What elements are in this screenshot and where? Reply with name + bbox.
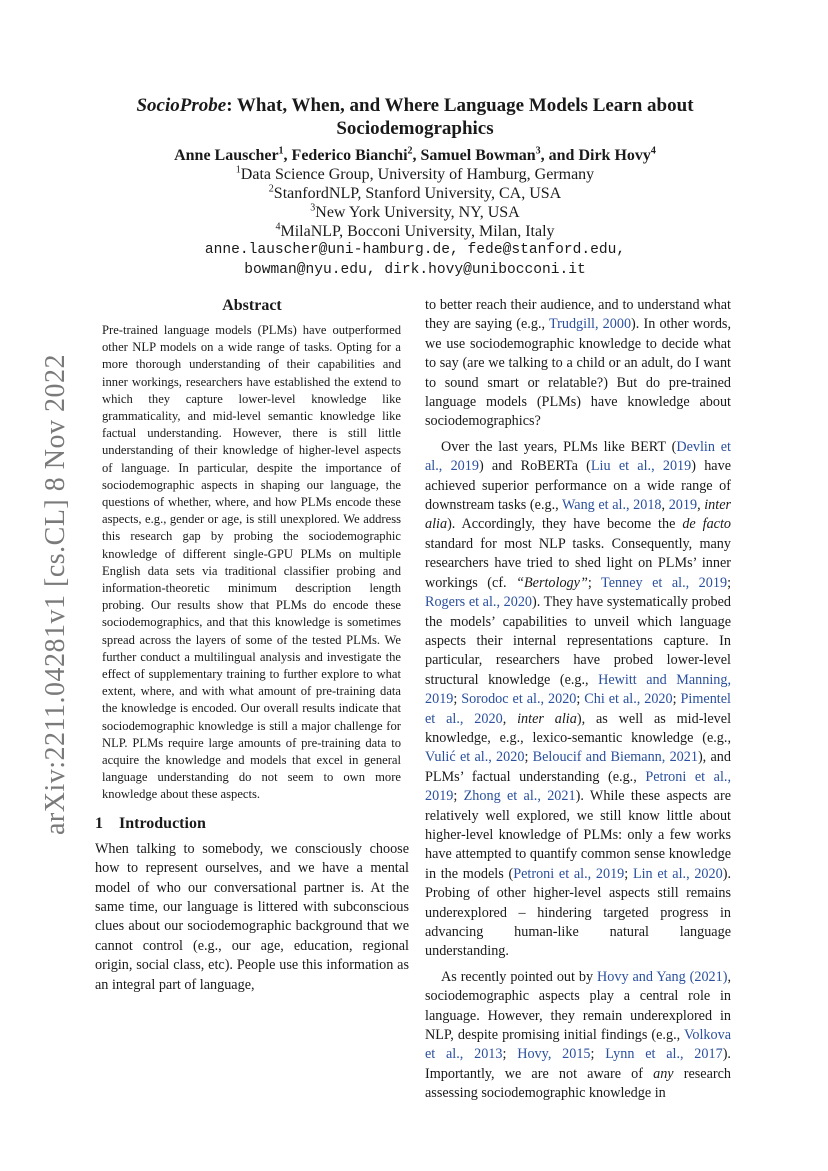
- citation-link[interactable]: Vulić et al., 2020: [425, 749, 525, 766]
- citation-link[interactable]: Devlin et al., 2019: [425, 438, 731, 475]
- left-column: [95, 296, 409, 995]
- section-number: 1: [95, 814, 103, 832]
- author-names: Anne Lauscher$^1$, Federico Bianchi$^2$, Samuel Bowman$^3$, and Dirk Hovy$^4$: [174, 145, 656, 164]
- citation-link[interactable]: 2019: [668, 497, 698, 514]
- abstract-text: Pre-trained language models (PLMs) have outperformed other NLP models on a wide range of tasks. Opting for a more thorough understanding of their capabilities and inner workings, researchers have established the extend to which they capture lower-level knowledge like grammaticality, and mid-level semantic knowledge like factual understanding. However, there is still little understanding of their knowledge of higher-level aspects of language. In particular, despite the importance of sociodemographic aspects in shaping our language, the questions of whether, where, and how PLMs encode these aspects, e.g., gender or age, is still unexplored. We address this research gap by probing the sociodemographic knowledge of different single-GPU PLMs on multiple English data sets via traditional classifier probing and information-theoretic minimum description length probing. Our results show that PLMs do encode these sociodemographics, and that this knowledge is sometimes spread across the layers of some of the tested PLMs. We further conduct a multilingual analysis and investigate the effect of supplementary training to further explore to what extent, where, and with what amount of pre-training data the knowledge is encoded. Our overall results indicate that sociodemographic knowledge is still a major challenge for NLP. PLMs require large amounts of pre-training data to acquire the knowledge and models that excel in general language understanding do not seem to own more knowledge about these aspects.: [102, 323, 401, 802]
- citation-link[interactable]: Petroni et al., 2019: [513, 865, 625, 882]
- intro-paragraph-1-continued: to better reach their audience, and to understand what they are saying (e.g., Trudgill, 2000). In other words, we use sociodemographic knowledge to decide what to say (are we talking to a child or an adult, do I want to sound smart or relatable?) But do pre-trained language models (PLMs) have knowledge about sociodemographics?: [425, 297, 732, 430]
- citation-link[interactable]: Rogers et al., 2020: [425, 594, 533, 611]
- introduction-heading: [95, 814, 409, 834]
- citation-link[interactable]: Chi et al., 2020: [584, 691, 673, 708]
- author-emails-line-1[interactable]: anne.lauscher@uni-hamburg.de, fede@stanford.edu,: [204, 242, 626, 258]
- emphasized-text: de facto: [682, 516, 731, 533]
- citation-link[interactable]: Lin et al., 2020: [632, 865, 723, 882]
- citation-link[interactable]: Volkova et al., 2013: [425, 1027, 731, 1063]
- citation-link[interactable]: Tenney et al., 2019: [601, 574, 728, 591]
- abstract-heading: Abstract: [222, 297, 282, 314]
- arxiv-identifier: arXiv:2211.04281v1 [cs.CL] 8 Nov 2022: [40, 354, 71, 835]
- title-rest: : What, When, and Where Language Models Learn about Sociodemographics: [226, 95, 694, 139]
- citation-link[interactable]: Beloucif and Biemann, 2021: [532, 749, 698, 766]
- affiliation-4: $^4$MilaNLP, Bocconi University, Milan, Italy: [275, 221, 555, 240]
- citation-link[interactable]: Pimentel et al., 2020: [425, 691, 731, 727]
- citation-link[interactable]: Trudgill, 2000: [548, 316, 632, 333]
- emphasized-text: inter alia: [425, 497, 732, 533]
- paper-title: [95, 94, 735, 140]
- citation-link[interactable]: Zhong et al., 2021: [463, 788, 576, 805]
- citation-link[interactable]: Sorodoc et al., 2020: [461, 691, 577, 708]
- author-emails-line-2[interactable]: bowman@nyu.edu, dirk.hovy@unibocconi.it: [244, 261, 586, 278]
- citation-link[interactable]: Hovy, 2015: [517, 1046, 591, 1063]
- affiliation-3: $^3$New York University, NY, USA: [310, 202, 520, 221]
- emphasized-text: inter alia: [517, 710, 577, 727]
- intro-paragraph-2: Over the last years, PLMs like BERT (Devlin et al., 2019) and RoBERTa (Liu et al., 2019) have achieved superior performance on a wide range of downstream tasks (e.g., Wang et al., 2018, 2019, inter alia). Accordingly, they have become the de facto standard for most NLP tasks. Consequently, many researchers have tried to shed light on PLMs’ inner workings (cf. “Bertology”; Tenney et al., 2019; Rogers et al., 2020). They have systematically probed the models’ capabilities to unveil which language aspects their internal representations capture. In particular, researchers have probed lower-level structural knowledge (e.g., Hewitt and Manning, 2019; Sorodoc et al., 2020; Chi et al., 2020; Pimentel et al., 2020, inter alia), as well as mid-level knowledge, e.g., lexico-semantic knowledge (e.g., Vulić et al., 2020; Beloucif and Biemann, 2021), and PLMs’ factual understanding (e.g., Petroni et al., 2019; Zhong et al., 2021). While these aspects are relatively well explored, we still know little about higher-level knowledge of PLMs: only a few works have attempted to quantify common sense knowledge in the models (Petroni et al., 2019; Lin et al., 2020). Probing of other higher-level aspects still remains underexplored – hindering targeted progress in advancing human-like natural language understanding.: [425, 438, 732, 960]
- right-column: [425, 296, 731, 1104]
- author-block: [95, 146, 735, 280]
- citation-link[interactable]: Hewitt and Manning, 2019: [425, 671, 731, 708]
- intro-paragraph-3: As recently pointed out by Hovy and Yang (2021), sociodemographic aspects play a central role in language. However, they remain underexplored in NLP, despite promising initial findings (e.g., Volkova et al., 2013; Hovy, 2015; Lynn et al., 2017). Importantly, we are not aware of any research assessing sociodemographic knowledge in: [425, 968, 731, 1102]
- affiliation-1: $^1$Data Science Group, University of Hamburg, Germany: [235, 164, 595, 183]
- title-prefix: SocioProbe: [136, 95, 227, 116]
- citation-link[interactable]: Wang et al., 2018: [562, 497, 662, 514]
- citation-link[interactable]: Liu et al., 2019: [590, 458, 692, 475]
- intro-paragraph-1: When talking to somebody, we consciously choose how to represent ourselves, and we have a mental model of who our conversational partner is. At the same time, our language is littered with subconscious clues about our sociodemographic background that we cannot control (e.g., our age, education, regional origin, social class, etc). People use this information as an integral part of language,: [95, 840, 409, 993]
- citation-link[interactable]: Hovy and Yang (2021): [597, 968, 728, 985]
- affiliation-2: $^2$StanfordNLP, Stanford University, CA, USA: [268, 183, 562, 202]
- citation-link[interactable]: Petroni et al., 2019: [425, 768, 731, 805]
- emphasized-text: “Bertology”: [516, 574, 588, 591]
- citation-link[interactable]: Lynn et al., 2017: [605, 1046, 723, 1063]
- emphasized-text: any: [653, 1065, 674, 1082]
- section-title: Introduction: [119, 814, 206, 832]
